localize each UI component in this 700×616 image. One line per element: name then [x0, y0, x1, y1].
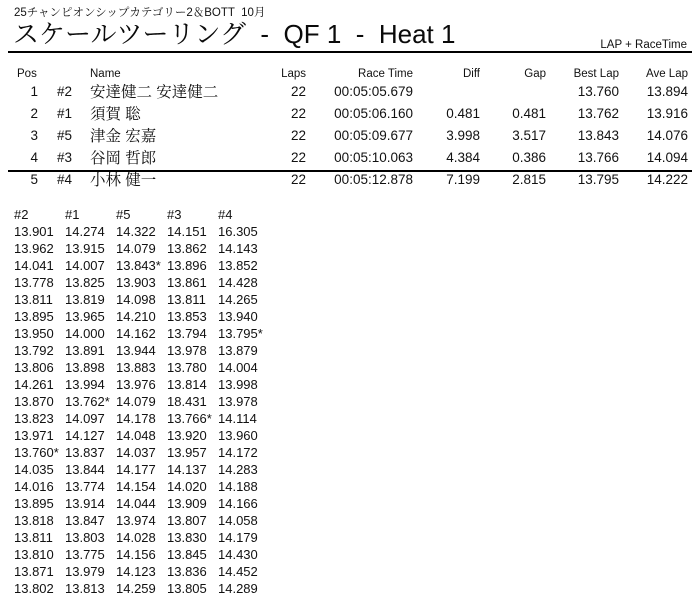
car-number-cell: #3: [57, 149, 73, 165]
lap-time-cell: 14.037: [116, 445, 156, 460]
lap-time-cell: 14.162: [116, 326, 156, 341]
lap-column-header: #5: [116, 206, 131, 222]
lap-time-cell: 14.428: [218, 275, 258, 290]
col-header-pos: Pos: [17, 68, 37, 80]
lap-row: [14, 461, 269, 478]
race-time-cell: 00:05:09.677: [334, 127, 413, 143]
lap-time-cell: 13.766*: [167, 411, 212, 426]
pos-cell: 3: [30, 127, 38, 143]
lap-time-cell: 14.016: [14, 479, 54, 494]
lap-time-cell: 13.940: [218, 309, 258, 324]
gap-cell: 3.517: [512, 127, 546, 143]
lap-time-cell: 13.847: [65, 513, 105, 528]
lap-time-cell: 13.871: [14, 564, 54, 579]
lap-time-cell: 13.814: [167, 377, 207, 392]
lap-time-cell: 14.000: [65, 326, 105, 341]
best-lap-cell: 13.843: [577, 127, 619, 143]
lap-row: [14, 257, 269, 274]
race-time-cell: 00:05:05.679: [334, 83, 413, 99]
lap-time-cell: 13.962: [14, 241, 54, 256]
lap-chart-header-row: [14, 205, 269, 223]
lap-time-cell: 13.870: [14, 394, 54, 409]
best-lap-cell: 13.760: [577, 83, 619, 99]
ave-lap-cell: 14.076: [646, 127, 688, 143]
lap-time-cell: 14.097: [65, 411, 105, 426]
lap-time-cell: 13.895: [14, 309, 54, 324]
lap-time-cell: 14.261: [14, 377, 54, 392]
results-divider: [8, 170, 692, 172]
lap-time-cell: 14.156: [116, 547, 156, 562]
lap-column-header: #1: [65, 206, 80, 222]
result-row: [14, 124, 690, 146]
lap-time-cell: 13.853: [167, 309, 207, 324]
lap-time-cell: 14.041: [14, 258, 54, 273]
lap-time-cell: 13.898: [65, 360, 105, 375]
lap-row: [14, 410, 269, 427]
page-title: スケールツーリング - QF 1 - Heat 1: [13, 19, 456, 49]
lap-time-cell: 14.322: [116, 224, 156, 239]
gap-cell: 0.481: [512, 105, 546, 121]
lap-time-cell: 13.837: [65, 445, 105, 460]
race-time-cell: 00:05:10.063: [334, 149, 413, 165]
lap-time-cell: 14.265: [218, 292, 258, 307]
lap-row: [14, 359, 269, 376]
lap-time-cell: 13.830: [167, 530, 207, 545]
lap-time-cell: 13.836: [167, 564, 207, 579]
result-row: [14, 80, 690, 102]
diff-cell: 3.998: [446, 127, 480, 143]
driver-name-cell: 安達健二 安達健二: [90, 84, 219, 101]
lap-time-cell: 13.810: [14, 547, 54, 562]
laps-cell: 22: [290, 171, 306, 187]
lap-time-cell: 13.807: [167, 513, 207, 528]
lap-time-cell: 13.819: [65, 292, 105, 307]
result-row: [14, 102, 690, 124]
lap-time-cell: 14.058: [218, 513, 258, 528]
lap-time-cell: 13.780: [167, 360, 207, 375]
laps-cell: 22: [290, 105, 306, 121]
lap-time-cell: 14.274: [65, 224, 105, 239]
lap-time-cell: 13.806: [14, 360, 54, 375]
lap-row: [14, 529, 269, 546]
lap-time-cell: 14.178: [116, 411, 156, 426]
race-time-cell: 00:05:06.160: [334, 105, 413, 121]
lap-time-cell: 13.775: [65, 547, 105, 562]
lap-time-cell: 13.944: [116, 343, 156, 358]
lap-time-cell: 14.452: [218, 564, 258, 579]
laps-cell: 22: [290, 149, 306, 165]
lap-time-cell: 14.166: [218, 496, 258, 511]
best-lap-cell: 13.762: [577, 105, 619, 121]
col-header-race-time: Race Time: [358, 68, 413, 80]
best-lap-cell: 13.766: [577, 149, 619, 165]
lap-row: [14, 291, 269, 308]
lap-time-cell: 13.778: [14, 275, 54, 290]
lap-time-cell: 13.792: [14, 343, 54, 358]
lap-time-cell: 13.760*: [14, 445, 59, 460]
col-header-car: [40, 64, 84, 80]
ave-lap-cell: 14.094: [646, 149, 688, 165]
lap-row: [14, 495, 269, 512]
lap-time-cell: 13.920: [167, 428, 207, 443]
lap-row: [14, 546, 269, 563]
lap-times-table: [14, 205, 269, 597]
col-header-name: Name: [90, 68, 121, 80]
lap-time-cell: 13.825: [65, 275, 105, 290]
gap-cell: 2.815: [512, 171, 546, 187]
lap-time-cell: 14.028: [116, 530, 156, 545]
lap-time-cell: 14.179: [218, 530, 258, 545]
pos-cell: 2: [30, 105, 38, 121]
lap-time-cell: 14.079: [116, 394, 156, 409]
lap-time-cell: 14.127: [65, 428, 105, 443]
lap-time-cell: 14.172: [218, 445, 258, 460]
col-header-ave-lap: Ave Lap: [646, 68, 688, 80]
lap-row: [14, 563, 269, 580]
lap-time-cell: 13.862: [167, 241, 207, 256]
lap-time-cell: 13.903: [116, 275, 156, 290]
lap-time-cell: 13.960: [218, 428, 258, 443]
lap-time-cell: 13.803: [65, 530, 105, 545]
lap-row: [14, 223, 269, 240]
lap-column-header: #3: [167, 206, 182, 222]
lap-time-cell: 13.957: [167, 445, 207, 460]
lap-time-cell: 14.143: [218, 241, 258, 256]
lap-time-cell: 13.811: [167, 292, 206, 307]
lap-time-cell: 13.950: [14, 326, 54, 341]
ave-lap-cell: 13.916: [646, 105, 688, 121]
lap-time-cell: 13.895: [14, 496, 54, 511]
lap-time-cell: 13.909: [167, 496, 207, 511]
lap-row: [14, 240, 269, 257]
lap-time-cell: 14.114: [218, 411, 257, 426]
lap-time-cell: 14.123: [116, 564, 156, 579]
lap-time-cell: 13.896: [167, 258, 207, 273]
result-row: [14, 146, 690, 168]
lap-time-cell: 13.901: [14, 224, 54, 239]
lap-time-cell: 13.978: [167, 343, 207, 358]
col-header-gap: Gap: [524, 68, 546, 80]
lap-time-cell: 14.098: [116, 292, 156, 307]
lap-time-cell: 14.044: [116, 496, 156, 511]
lap-row: [14, 444, 269, 461]
lap-column-header: #2: [14, 206, 29, 222]
col-header-best-lap: Best Lap: [573, 68, 619, 80]
lap-time-cell: 13.914: [65, 496, 105, 511]
lap-time-cell: 13.971: [14, 428, 54, 443]
laps-cell: 22: [290, 83, 306, 99]
pos-cell: 1: [30, 83, 38, 99]
lap-time-cell: 14.004: [218, 360, 258, 375]
lap-row: [14, 580, 269, 597]
lap-time-cell: 13.845: [167, 547, 207, 562]
driver-name-cell: 谷岡 哲郎: [90, 150, 157, 167]
lap-time-cell: 14.154: [116, 479, 156, 494]
lap-time-cell: 13.879: [218, 343, 258, 358]
lap-row: [14, 325, 269, 342]
lap-row: [14, 512, 269, 529]
header-divider: [8, 51, 692, 53]
lap-time-cell: 13.823: [14, 411, 54, 426]
lap-time-cell: 13.979: [65, 564, 105, 579]
lap-time-cell: 13.795*: [218, 326, 263, 341]
lap-row: [14, 393, 269, 410]
lap-time-cell: 13.994: [65, 377, 105, 392]
lap-time-cell: 14.283: [218, 462, 258, 477]
results-header-row: [14, 64, 690, 80]
lap-time-cell: 13.974: [116, 513, 156, 528]
lap-time-cell: 14.177: [116, 462, 156, 477]
lap-time-cell: 13.978: [218, 394, 258, 409]
lap-time-cell: 14.259: [116, 581, 156, 596]
lap-time-cell: 13.915: [65, 241, 105, 256]
driver-name-cell: 津金 宏嘉: [90, 128, 157, 145]
lap-time-cell: 14.079: [116, 241, 156, 256]
lap-row: [14, 478, 269, 495]
pos-cell: 5: [30, 171, 38, 187]
lap-time-cell: 14.020: [167, 479, 207, 494]
lap-time-cell: 13.762*: [65, 394, 110, 409]
col-header-laps: Laps: [281, 68, 306, 80]
lap-time-cell: 14.188: [218, 479, 258, 494]
car-number-cell: #4: [57, 171, 73, 187]
ave-lap-cell: 14.222: [646, 171, 688, 187]
diff-cell: 7.199: [446, 171, 480, 187]
diff-cell: [415, 80, 482, 102]
car-number-cell: #5: [57, 127, 73, 143]
lap-time-cell: 13.811: [14, 530, 53, 545]
lap-time-cell: 13.811: [14, 292, 53, 307]
lap-time-cell: 14.035: [14, 462, 54, 477]
col-header-diff: Diff: [462, 68, 480, 80]
lap-time-cell: 13.844: [65, 462, 105, 477]
lap-time-cell: 13.794: [167, 326, 207, 341]
lap-row: [14, 376, 269, 393]
lap-time-cell: 18.431: [167, 394, 207, 409]
lap-time-cell: 14.007: [65, 258, 105, 273]
pos-cell: 4: [30, 149, 38, 165]
lap-column-header: #4: [218, 206, 233, 222]
lap-row: [14, 308, 269, 325]
lap-time-cell: 14.137: [167, 462, 207, 477]
driver-name-cell: 小林 健一: [90, 172, 157, 189]
driver-name-cell: 須賀 聡: [90, 106, 141, 123]
lap-row: [14, 427, 269, 444]
lap-time-cell: 13.774: [65, 479, 105, 494]
lap-time-cell: 14.210: [116, 309, 156, 324]
lap-time-cell: 14.048: [116, 428, 156, 443]
lap-time-cell: 13.813: [65, 581, 105, 596]
lap-time-cell: 13.976: [116, 377, 156, 392]
race-time-cell: 00:05:12.878: [334, 171, 413, 187]
lap-time-cell: 13.965: [65, 309, 105, 324]
best-lap-cell: 13.795: [577, 171, 619, 187]
gap-cell: 0.386: [512, 149, 546, 165]
car-number-cell: #2: [57, 83, 73, 99]
ave-lap-cell: 13.894: [646, 83, 688, 99]
diff-cell: 0.481: [446, 105, 480, 121]
lap-time-cell: 13.883: [116, 360, 156, 375]
lap-time-cell: 13.852: [218, 258, 258, 273]
lap-time-cell: 13.843*: [116, 258, 161, 273]
lap-time-cell: 14.151: [167, 224, 207, 239]
lap-row: [14, 274, 269, 291]
lap-time-cell: 14.430: [218, 547, 258, 562]
gap-cell: [482, 80, 548, 102]
diff-cell: 4.384: [446, 149, 480, 165]
event-name: 25チャンピオンシップカテゴリー2＆BOTT 10月: [14, 7, 266, 19]
lap-time-cell: 13.861: [167, 275, 207, 290]
lap-time-cell: 14.289: [218, 581, 258, 596]
laps-cell: 22: [290, 127, 306, 143]
timing-mode-label: LAP + RaceTime: [600, 39, 687, 51]
car-number-cell: #1: [57, 105, 73, 121]
lap-time-cell: 13.818: [14, 513, 54, 528]
lap-time-cell: 16.305: [218, 224, 258, 239]
lap-time-cell: 13.805: [167, 581, 207, 596]
lap-time-cell: 13.802: [14, 581, 54, 596]
lap-time-cell: 13.891: [65, 343, 105, 358]
lap-row: [14, 342, 269, 359]
lap-time-cell: 13.998: [218, 377, 258, 392]
